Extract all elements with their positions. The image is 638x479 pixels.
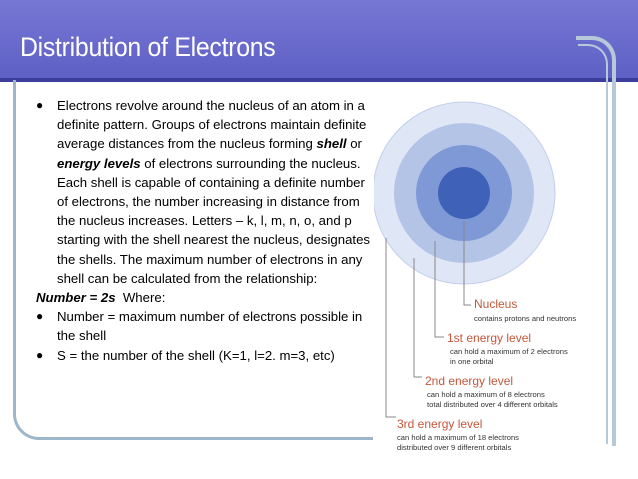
label-name: 2nd energy level <box>425 374 514 388</box>
label-name: 3rd energy level <box>397 417 483 431</box>
slide-body <box>36 96 376 365</box>
slide-title: Distribution of Electrons <box>20 32 276 62</box>
bullet-icon: ● <box>36 309 44 324</box>
formula: Number = 2s <box>36 290 116 306</box>
label-desc: in one orbital <box>450 357 494 366</box>
nucleus-core <box>438 167 490 219</box>
bullet-text: S = the number of the shell (K=1, l=2. m=3, etc) <box>57 347 335 363</box>
label-desc: can hold a maximum of 18 electrons <box>397 433 519 442</box>
bullet-item <box>36 307 376 345</box>
bullet-item <box>36 96 376 288</box>
label-1st-energy-level <box>447 331 568 366</box>
label-desc: total distributed over 4 different orbitals <box>427 400 558 409</box>
bullet-text: Number = maximum number of electrons possible in the shell <box>57 309 363 344</box>
leader-line-3rd-level <box>386 238 396 417</box>
leader-line-2nd-level <box>414 258 422 377</box>
label-nucleus <box>474 297 576 323</box>
bullet-icon: ● <box>36 98 44 112</box>
formula-line <box>36 288 376 307</box>
label-3rd-energy-level <box>397 417 519 452</box>
label-desc: can hold a maximum of 2 electrons <box>450 347 568 356</box>
label-desc: can hold a maximum of 8 electrons <box>427 390 545 399</box>
label-desc: distributed over 9 different orbitals <box>397 443 512 452</box>
term-shell: shell <box>316 136 347 152</box>
bullet-text-post: of electrons surrounding the nucleus. Each shell is capable of containing a definite number of electrons, the number increasing in distance from the nucleus increases. Letters – k, l, m, n, o, and p starting with the shell nearest the nucleus, designates the shells. The maximum number of electrons in any shell can be calculated from the relationship: <box>57 155 371 286</box>
bullet-icon: ● <box>36 347 44 362</box>
electron-shell-diagram <box>374 93 614 458</box>
term-energy-levels: energy levels <box>57 155 141 171</box>
label-name: 1st energy level <box>447 331 532 345</box>
formula-suffix: Where: <box>122 290 166 306</box>
bullet-text-pre: Electrons revolve around the nucleus of an atom in a definite pattern. Groups of electrons maintain definite average distances from the nucleus forming <box>57 98 367 152</box>
label-2nd-energy-level <box>425 374 558 409</box>
label-desc: contains protons and neutrons <box>474 314 577 323</box>
label-name: Nucleus <box>474 297 518 311</box>
bullet-text-mid: or <box>346 136 362 152</box>
bullet-item <box>36 346 376 365</box>
